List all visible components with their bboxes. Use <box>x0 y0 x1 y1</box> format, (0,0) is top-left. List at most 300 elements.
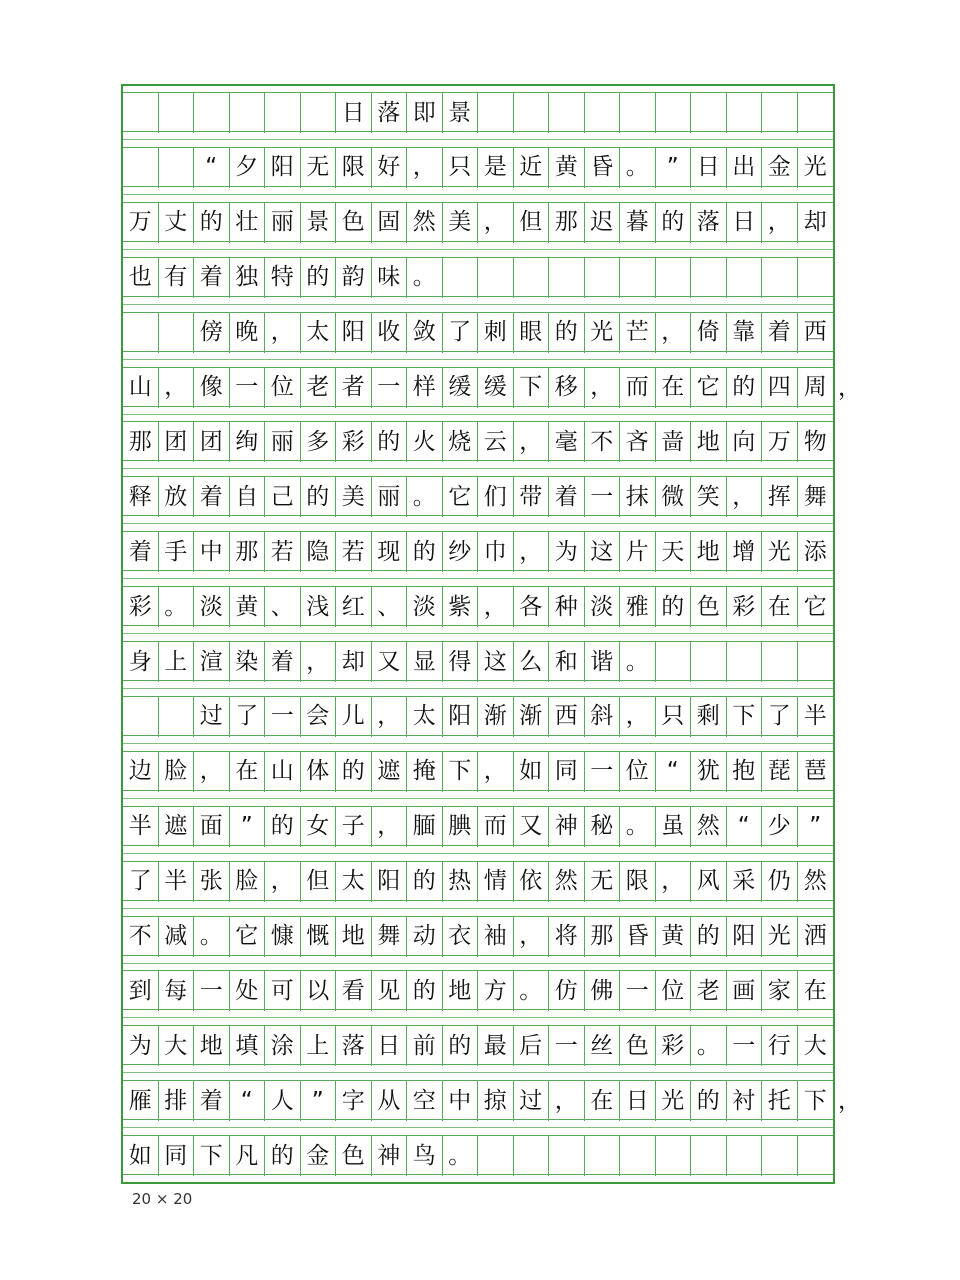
grid-cell: ， <box>656 862 692 902</box>
grid-cell: 位 <box>620 752 656 792</box>
grid-cell: 己 <box>265 477 301 517</box>
grid-cell: 身 <box>123 642 159 682</box>
grid-cell: 金 <box>762 148 798 188</box>
grid-cell: 以 <box>301 971 337 1011</box>
grid-cell: 壮 <box>230 203 266 243</box>
grid-cell: 位 <box>265 368 301 408</box>
grid-cell: “ <box>194 148 230 188</box>
grid-cell: 剩 <box>691 697 727 737</box>
grid-cell: 和 <box>549 642 585 682</box>
grid-cell: 而 <box>478 807 514 847</box>
grid-cell: 了 <box>443 313 479 353</box>
grid-cell: ， <box>478 587 514 627</box>
grid-cell: 掩 <box>407 752 443 792</box>
grid-cell: 色 <box>336 1136 372 1176</box>
margin-punctuation: ， <box>838 1088 861 1115</box>
grid-cell: 半 <box>123 807 159 847</box>
grid-cell: 抹 <box>620 477 656 517</box>
grid-cell <box>194 93 230 133</box>
row-gap-line <box>123 359 833 360</box>
grid-cell: 的 <box>407 971 443 1011</box>
margin-punctuation: ， <box>838 374 861 401</box>
grid-cell <box>727 93 763 133</box>
grid-cell: 出 <box>727 148 763 188</box>
grid-cell: ， <box>265 313 301 353</box>
row-gap-line <box>123 139 833 140</box>
grid-cell: 释 <box>123 477 159 517</box>
grid-cell: 过 <box>194 697 230 737</box>
grid-cell <box>514 258 550 298</box>
grid-row <box>123 1080 833 1120</box>
grid-cell: 、 <box>372 587 408 627</box>
grid-row <box>123 1135 833 1175</box>
grid-row <box>123 641 833 681</box>
grid-cell <box>691 93 727 133</box>
row-gap-line <box>123 414 833 415</box>
grid-cell: 的 <box>656 203 692 243</box>
grid-cell: 排 <box>159 1081 195 1121</box>
grid-cell: 遮 <box>159 807 195 847</box>
grid-cell: 光 <box>762 917 798 957</box>
grid-cell: 彩 <box>123 587 159 627</box>
grid-cell: ， <box>514 422 550 462</box>
grid-cell: 落 <box>691 203 727 243</box>
grid-cell: 。 <box>691 1026 727 1066</box>
grid-cell: 每 <box>159 971 195 1011</box>
grid-cell: 的 <box>727 368 763 408</box>
grid-cell: 下 <box>727 697 763 737</box>
grid-cell: ， <box>727 477 763 517</box>
grid-cell: 靠 <box>727 313 763 353</box>
grid-cell: 景 <box>443 93 479 133</box>
grid-cell <box>798 1136 834 1176</box>
grid-cell: 渲 <box>194 642 230 682</box>
row-gap-line <box>123 1127 833 1128</box>
grid-cell <box>265 93 301 133</box>
grid-cell <box>727 642 763 682</box>
grid-cell: 见 <box>372 971 408 1011</box>
grid-cell <box>514 1136 550 1176</box>
grid-cell: 夕 <box>230 148 266 188</box>
grid-cell: 淡 <box>194 587 230 627</box>
grid-cell: 如 <box>514 752 550 792</box>
grid-cell <box>656 642 692 682</box>
grid-cell: 万 <box>123 203 159 243</box>
grid-cell: 、 <box>265 587 301 627</box>
grid-cell: 笑 <box>691 477 727 517</box>
grid-cell: ” <box>301 1081 337 1121</box>
grid-cell: 上 <box>159 642 195 682</box>
grid-cell: 着 <box>194 1081 230 1121</box>
grid-cell: 。 <box>620 148 656 188</box>
grid-cell: 却 <box>336 642 372 682</box>
grid-cell: 画 <box>727 971 763 1011</box>
grid-cell: 少 <box>762 807 798 847</box>
grid-row <box>123 586 833 626</box>
grid-cell: 隐 <box>301 532 337 572</box>
grid-cell: 雁 <box>123 1081 159 1121</box>
grid-cell <box>478 93 514 133</box>
grid-cell <box>301 93 337 133</box>
grid-cell <box>478 1136 514 1176</box>
grid-cell <box>620 93 656 133</box>
grid-cell: 它 <box>691 368 727 408</box>
grid-cell <box>549 1136 585 1176</box>
grid-cell: 下 <box>514 368 550 408</box>
grid-cell: 片 <box>620 532 656 572</box>
grid-cell <box>230 93 266 133</box>
grid-cell: 彩 <box>336 422 372 462</box>
grid-cell: 有 <box>159 258 195 298</box>
grid-cell: 然 <box>549 862 585 902</box>
grid-cell: 火 <box>407 422 443 462</box>
grid-cell: 脸 <box>159 752 195 792</box>
grid-cell: 的 <box>656 587 692 627</box>
grid-cell: 空 <box>407 1081 443 1121</box>
grid-cell: 前 <box>407 1026 443 1066</box>
grid-cell: 遮 <box>372 752 408 792</box>
row-gap-line <box>123 908 833 909</box>
grid-cell: 虽 <box>656 807 692 847</box>
grid-cell <box>159 697 195 737</box>
grid-cell <box>585 93 621 133</box>
row-gap-line <box>123 963 833 964</box>
grid-cell: ” <box>809 813 822 840</box>
grid-cell: 太 <box>336 862 372 902</box>
row-gap-line <box>123 1017 833 1018</box>
grid-cell: 它 <box>230 917 266 957</box>
grid-cell <box>123 148 159 188</box>
row-gap-line <box>123 523 833 524</box>
grid-cell: 一 <box>230 368 266 408</box>
grid-cell <box>691 642 727 682</box>
grid-row <box>123 531 833 571</box>
grid-cell: ” <box>656 148 692 188</box>
grid-cell: 着 <box>194 258 230 298</box>
row-gap-line <box>123 249 833 250</box>
grid-cell: 填 <box>230 1026 266 1066</box>
grid-cell: 迟 <box>585 203 621 243</box>
grid-cell: 微 <box>656 477 692 517</box>
grid-cell: 四 <box>762 368 798 408</box>
grid-cell <box>762 258 798 298</box>
grid-cell: 字 <box>336 1081 372 1121</box>
grid-cell: 昏 <box>620 917 656 957</box>
row-gap-line <box>123 633 833 634</box>
grid-cell: ， <box>620 697 656 737</box>
grid-cell: 山 <box>123 368 159 408</box>
grid-cell: ， <box>194 752 230 792</box>
grid-cell: 的 <box>194 203 230 243</box>
grid-cell: 限 <box>620 862 656 902</box>
grid-row <box>123 92 833 132</box>
grid-row <box>123 806 833 846</box>
grid-cell: 着 <box>762 313 798 353</box>
grid-cell: 风 <box>691 862 727 902</box>
grid-cell <box>159 313 195 353</box>
grid-cell: 。 <box>620 642 656 682</box>
grid-cell: 若 <box>336 532 372 572</box>
grid-cell: 太 <box>301 313 337 353</box>
row-gap-line <box>123 743 833 744</box>
grid-cell: 么 <box>514 642 550 682</box>
grid-cell: 渐 <box>514 697 550 737</box>
grid-cell: 地 <box>691 532 727 572</box>
grid-cell: 地 <box>336 917 372 957</box>
grid-cell: 了 <box>230 697 266 737</box>
grid-cell: “ <box>656 752 692 792</box>
grid-cell: 在 <box>230 752 266 792</box>
grid-cell: 面 <box>194 807 230 847</box>
grid-cell: 落 <box>372 93 408 133</box>
grid-cell: 在 <box>585 1081 621 1121</box>
grid-cell: 大 <box>803 1032 827 1059</box>
grid-cell: 暮 <box>620 203 656 243</box>
grid-cell: 毫 <box>549 422 585 462</box>
grid-cell: 同 <box>549 752 585 792</box>
grid-cell: 染 <box>230 642 266 682</box>
grid-cell: 一 <box>585 752 621 792</box>
grid-cell: 一 <box>265 697 301 737</box>
grid-cell: 彩 <box>727 587 763 627</box>
grid-cell: 腆 <box>443 807 479 847</box>
grid-cell: 又 <box>514 807 550 847</box>
grid-cell: 体 <box>301 752 337 792</box>
grid-cell: 将 <box>549 917 585 957</box>
manuscript-grid-sheet <box>121 84 835 1184</box>
grid-cell: 丽 <box>265 203 301 243</box>
grid-cell: 手 <box>159 532 195 572</box>
grid-cell: 地 <box>691 422 727 462</box>
grid-cell: 秘 <box>585 807 621 847</box>
grid-cell: 它 <box>443 477 479 517</box>
grid-cell: 会 <box>301 697 337 737</box>
grid-cell: 一 <box>727 1026 763 1066</box>
grid-cell: 浅 <box>301 587 337 627</box>
grid-cell: 阳 <box>372 862 408 902</box>
grid-row <box>123 970 833 1010</box>
grid-cell: ， <box>301 642 337 682</box>
grid-cell: 。 <box>159 587 195 627</box>
grid-cell <box>514 93 550 133</box>
grid-cell: 西 <box>549 697 585 737</box>
grid-cell: 各 <box>514 587 550 627</box>
grid-cell: 带 <box>514 477 550 517</box>
grid-cell: 的 <box>407 862 443 902</box>
grid-row <box>123 1025 833 1065</box>
grid-cell: 一 <box>372 368 408 408</box>
grid-cell: 的 <box>301 258 337 298</box>
grid-cell: 仍 <box>762 862 798 902</box>
grid-cell: 无 <box>301 148 337 188</box>
grid-cell: 阳 <box>443 697 479 737</box>
grid-cell: 琶 <box>803 758 827 785</box>
grid-cell: ， <box>372 697 408 737</box>
grid-cell: 日 <box>691 148 727 188</box>
grid-cell: 美 <box>336 477 372 517</box>
grid-cell: 依 <box>514 862 550 902</box>
grid-cell: 位 <box>656 971 692 1011</box>
grid-cell: 色 <box>620 1026 656 1066</box>
grid-cell: 的 <box>443 1026 479 1066</box>
grid-cell: 只 <box>443 148 479 188</box>
grid-cell: 一 <box>549 1026 585 1066</box>
grid-cell: 舞 <box>372 917 408 957</box>
grid-cell: 独 <box>230 258 266 298</box>
grid-cell: 动 <box>407 917 443 957</box>
grid-cell: 在 <box>762 587 798 627</box>
grid-cell: 腼 <box>407 807 443 847</box>
row-gap-line <box>123 304 833 305</box>
grid-cell: 地 <box>443 971 479 1011</box>
grid-cell: 从 <box>372 1081 408 1121</box>
grid-cell <box>123 313 159 353</box>
grid-cell: 现 <box>372 532 408 572</box>
grid-cell: 日 <box>727 203 763 243</box>
grid-cell: ， <box>478 203 514 243</box>
grid-cell: 这 <box>478 642 514 682</box>
grid-cell: 神 <box>372 1136 408 1176</box>
row-gap-line <box>123 468 833 469</box>
grid-cell: 它 <box>803 593 827 620</box>
grid-cell: 人 <box>265 1081 301 1121</box>
grid-cell: 然 <box>803 868 827 895</box>
grid-row <box>123 367 833 407</box>
grid-cell <box>123 697 159 737</box>
grid-cell: 只 <box>656 697 692 737</box>
grid-cell: 为 <box>123 1026 159 1066</box>
grid-cell <box>798 93 834 133</box>
grid-cell: 色 <box>691 587 727 627</box>
grid-cell <box>798 258 834 298</box>
grid-cell: 黄 <box>656 917 692 957</box>
grid-cell: 洒 <box>803 923 827 949</box>
grid-cell: 处 <box>230 971 266 1011</box>
grid-cell: 一 <box>620 971 656 1011</box>
grid-cell: 丈 <box>159 203 195 243</box>
grid-cell: 着 <box>123 532 159 572</box>
grid-cell: 大 <box>159 1026 195 1066</box>
grid-cell: 。 <box>407 477 443 517</box>
grid-cell <box>549 258 585 298</box>
grid-cell: 的 <box>265 807 301 847</box>
grid-cell: 添 <box>803 538 827 565</box>
grid-cell: 眼 <box>514 313 550 353</box>
grid-cell: 物 <box>803 428 827 455</box>
grid-cell: 若 <box>265 532 301 572</box>
grid-cell: 周 <box>803 374 827 400</box>
grid-cell: ， <box>159 368 195 408</box>
grid-cell: 神 <box>549 807 585 847</box>
grid-cell <box>478 258 514 298</box>
grid-cell <box>656 258 692 298</box>
grid-cell: 自 <box>230 477 266 517</box>
grid-cell: 那 <box>230 532 266 572</box>
grid-cell: 可 <box>265 971 301 1011</box>
grid-cell: 同 <box>159 1136 195 1176</box>
grid-cell: 掠 <box>478 1081 514 1121</box>
grid-cell: 后 <box>514 1026 550 1066</box>
grid-cell: 老 <box>301 368 337 408</box>
grid-cell: 山 <box>265 752 301 792</box>
grid-cell: 光 <box>656 1081 692 1121</box>
grid-cell: 涂 <box>265 1026 301 1066</box>
grid-cell: ， <box>549 1081 585 1121</box>
grid-cell: 在 <box>656 368 692 408</box>
grid-cell: 斜 <box>585 697 621 737</box>
grid-cell: 团 <box>194 422 230 462</box>
grid-cell: 光 <box>762 532 798 572</box>
grid-cell: 减 <box>159 917 195 957</box>
grid-cell: 丝 <box>585 1026 621 1066</box>
grid-cell: 托 <box>762 1081 798 1121</box>
grid-cell: 显 <box>407 642 443 682</box>
grid-cell: 中 <box>194 532 230 572</box>
grid-cell: ， <box>585 368 621 408</box>
grid-cell: 限 <box>336 148 372 188</box>
grid-cell <box>727 1136 763 1176</box>
grid-cell <box>620 258 656 298</box>
grid-cell: 落 <box>336 1026 372 1066</box>
grid-cell: 昏 <box>585 148 621 188</box>
grid-cell: 也 <box>123 258 159 298</box>
grid-cell: 。 <box>407 258 443 298</box>
grid-cell: 这 <box>585 532 621 572</box>
grid-cell: 即 <box>407 93 443 133</box>
grid-cell: 色 <box>336 203 372 243</box>
grid-cell: 阳 <box>265 148 301 188</box>
grid-cell: 团 <box>159 422 195 462</box>
grid-cell: 但 <box>301 862 337 902</box>
grid-cell: 下 <box>803 1087 827 1114</box>
grid-cell: 美 <box>443 203 479 243</box>
grid-cell <box>159 148 195 188</box>
grid-cell: 倚 <box>691 313 727 353</box>
grid-cell <box>620 1136 656 1176</box>
grid-cell: 佛 <box>585 971 621 1011</box>
grid-row <box>123 312 833 352</box>
grid-cell: 那 <box>549 203 585 243</box>
grid-cell <box>762 1136 798 1176</box>
grid-cell: ， <box>762 203 798 243</box>
grid-cell: 慨 <box>301 917 337 957</box>
grid-cell: 缓 <box>443 368 479 408</box>
grid-cell: 太 <box>407 697 443 737</box>
grid-cell <box>656 93 692 133</box>
grid-cell: 的 <box>691 1081 727 1121</box>
grid-cell: 像 <box>194 368 230 408</box>
grid-cell: 地 <box>194 1026 230 1066</box>
grid-cell: 下 <box>443 752 479 792</box>
grid-cell: 热 <box>443 862 479 902</box>
grid-size-label: 20 × 20 <box>132 1190 193 1208</box>
grid-cell: ， <box>514 917 550 957</box>
grid-cell: 采 <box>727 862 763 902</box>
grid-row <box>123 916 833 956</box>
grid-row <box>123 421 833 461</box>
grid-cell: 丽 <box>265 422 301 462</box>
grid-cell: 边 <box>123 752 159 792</box>
grid-cell: ， <box>265 862 301 902</box>
grid-cell: 景 <box>301 203 337 243</box>
grid-cell: 子 <box>336 807 372 847</box>
grid-cell: 是 <box>478 148 514 188</box>
grid-cell: ， <box>514 532 550 572</box>
grid-cell: 着 <box>194 477 230 517</box>
grid-cell: 衬 <box>727 1081 763 1121</box>
grid-cell: 儿 <box>336 697 372 737</box>
grid-cell: 啬 <box>656 422 692 462</box>
